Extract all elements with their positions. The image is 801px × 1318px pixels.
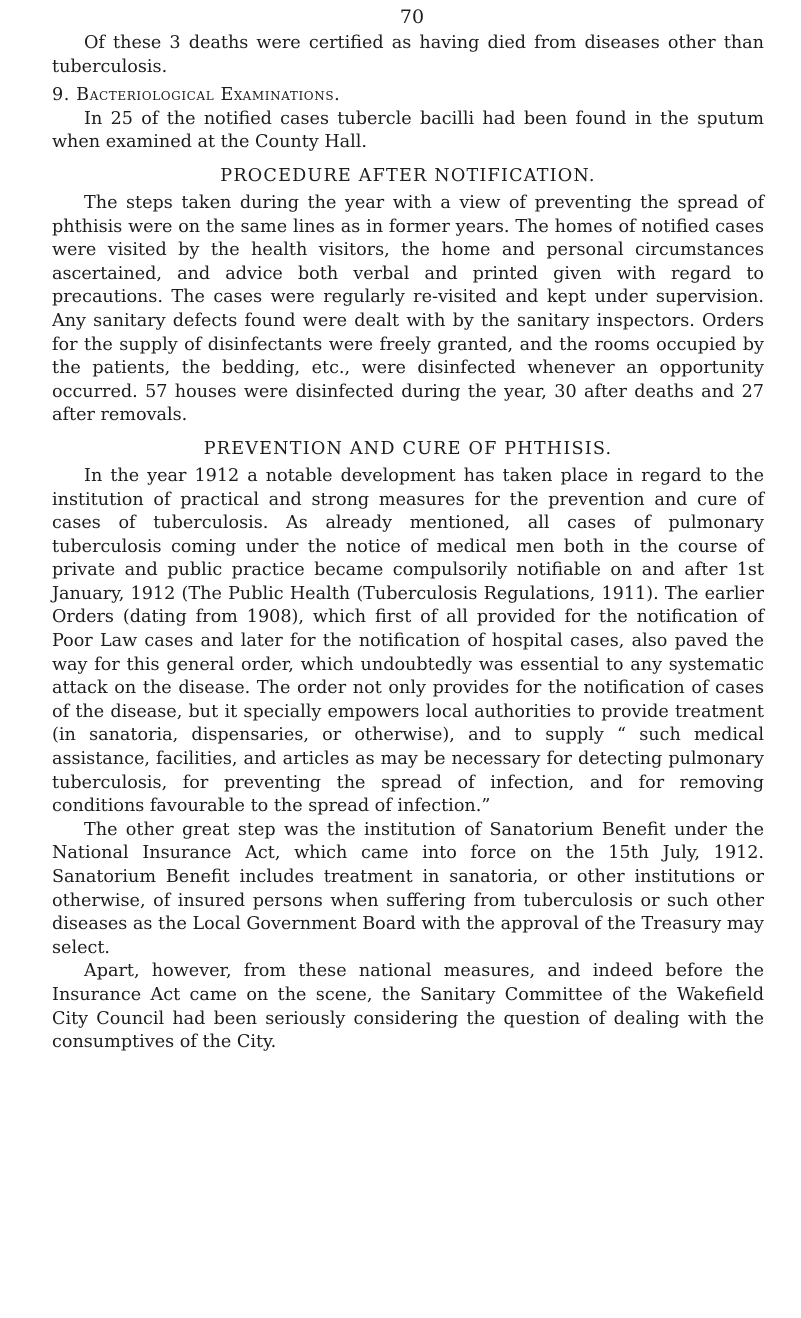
- document-page: [52, 0, 764, 1318]
- intro-paragraph: Of these 3 deaths were certified as having died from diseases other than tuberculosis.: [52, 33, 764, 77]
- page-number: 70: [399, 6, 425, 28]
- prevention-heading: PREVENTION AND CURE OF PHTHISIS.: [203, 438, 613, 459]
- procedure-paragraph: The steps taken during the year with a view of preventing the spread of phthisis were on the same lines as in former years. The homes of notified cases were visited by the health visitors, the home and personal circumstances ascertained, and advice both verbal and printed given with regard to precautions. The cases were regularly re-visited and kept under supervision. Any sanitary defects found were dealt with by the sanitary inspectors. Orders for the supply of disinfectants were freely granted, and the rooms occupied by the patients, the bedding, etc., were disinfected whenever an opportunity occurred. 57 houses were disinfected during the year, 30 after deaths and 27 after removals.: [52, 192, 764, 426]
- procedure-heading: PROCEDURE AFTER NOTIFICATION.: [220, 165, 596, 186]
- bacteriological-paragraph: In 25 of the notified cases tubercle bacilli had been found in the sputum when examined at the County Hall.: [52, 108, 764, 153]
- prevention-paragraph-2: The other great step was the institution of Sanatorium Benefit under the National Insurance Act, which came into force on the 15th July, 1912. Sanatorium Benefit includes treatment in sanatoria, or other institutions or otherwise, of insured persons when suffering from tuberculosis or such other diseases as the Local Government Board with the approval of the Treasury may select.: [52, 819, 764, 958]
- prevention-paragraph-3: Apart, however, from these national measures, and indeed before the Insurance Act came on the scene, the Sanitary Committee of the Wakefield City Council had been seriously considering the question of dealing with the consumptives of the City.: [52, 961, 764, 1053]
- prevention-paragraph-1: In the year 1912 a notable development has taken place in regard to the institution of practical and strong measures for the prevention and cure of cases of tuberculosis. As already mentioned, all cases of pulmonary tuberculosis coming under the notice of medical men both in the course of private and public practice became compulsorily notifiable on and after 1st January, 1912 (The Public Health (Tuberculosis Regulations, 1911). The earlier Orders (dating from 1908), which first of all provided for the notification of Poor Law cases and later for the notification of hospital cases, also paved the way for this general order, which undoubtedly was essential to any systematic attack on the disease. The order not only provides for the notification of cases of the disease, but it specially empowers local authorities to provide treatment (in sanatoria, dispensaries, or otherwise), and to supply “ such medical assistance, facilities, and articles as may be necessary for detecting pulmonary tuberculosis, for preventing the spread of infection, and for removing conditions favourable to the spread of infection.”: [52, 465, 764, 817]
- bacteriological-heading: 9. Bacteriological Examinations.: [52, 85, 341, 106]
